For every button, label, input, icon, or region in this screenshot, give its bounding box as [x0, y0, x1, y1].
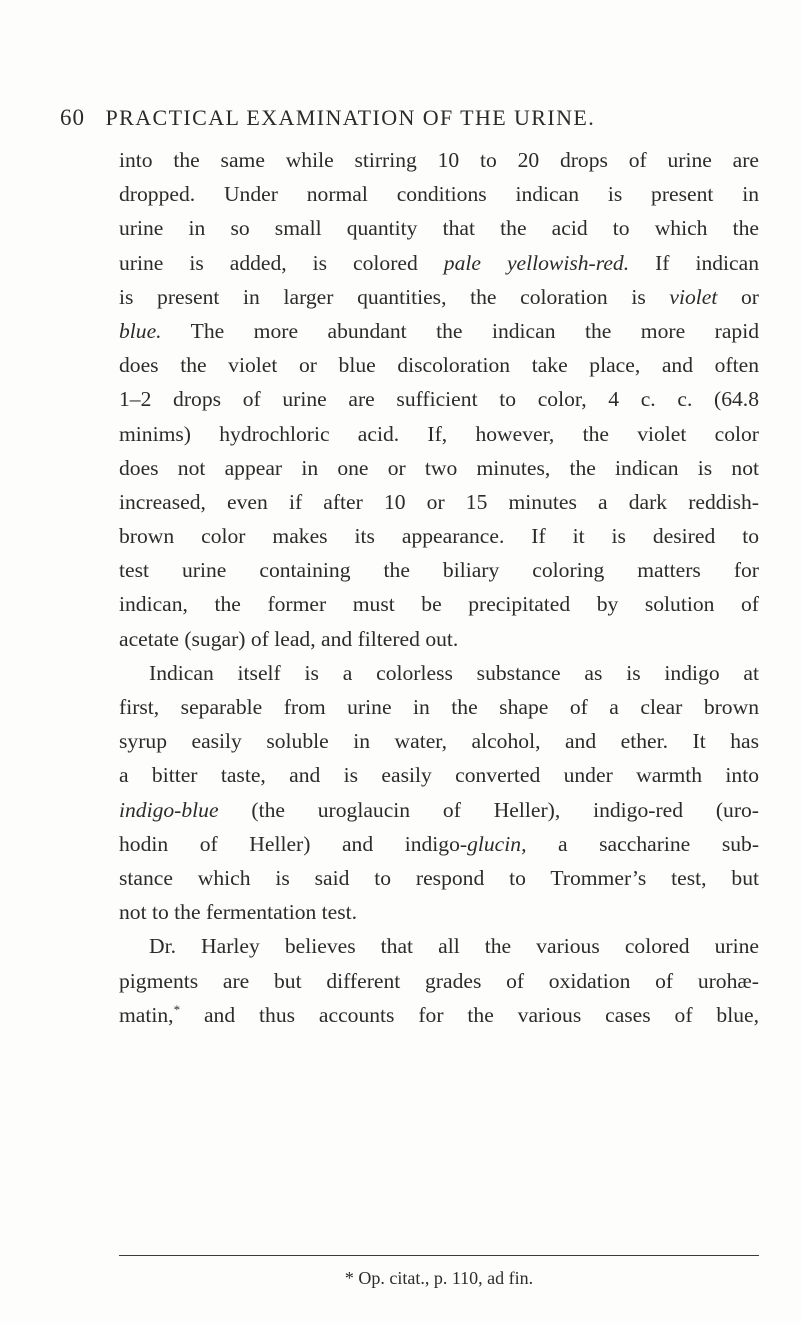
text-line: test urine containing the biliary coloring matters for: [119, 558, 759, 583]
text-run: matin,: [119, 1002, 174, 1027]
text-line: increased, even if after 10 or 15 minutes a dark reddish-: [119, 489, 759, 514]
text-run: urine is added, is colored: [119, 250, 444, 275]
text-line: minims) hydrochloric acid. If, however, the violet color: [119, 421, 759, 446]
italic-phrase: pale yellowish-red.: [443, 250, 630, 275]
text-line: into the same while stirring 10 to 20 drops of urine are: [119, 148, 759, 172]
paragraph-first-line: Indican itself is a colorless substance as is indigo at: [149, 660, 759, 685]
text-run: and thus accounts for the various cases of blue,: [180, 1002, 759, 1027]
text-line: indican, the former must be precipitated by solution of: [119, 592, 759, 617]
text-line: syrup easily soluble in water, alcohol, and ether. It has: [119, 729, 759, 754]
italic-word: blue.: [119, 318, 162, 343]
body-text: [119, 143, 759, 1032]
text-line: [119, 314, 759, 348]
footnote-divider: [119, 1255, 759, 1256]
text-line: acetate (sugar) of lead, and filtered out.: [119, 626, 459, 651]
running-head: [60, 103, 760, 133]
text-run: hodin of Heller) and indigo-: [119, 831, 468, 856]
text-run: is present in larger quantities, the coloration is: [119, 284, 670, 309]
text-line: pigments are but different grades of oxidation of urohæ-: [119, 968, 759, 993]
text-line: [119, 793, 759, 827]
footnote-marker: *: [173, 1001, 181, 1017]
text-run: The more abundant the indican the more rapid: [161, 318, 759, 343]
text-run: or: [717, 284, 759, 309]
text-line: brown color makes its appearance. If it is desired to: [119, 524, 759, 549]
text-line: a bitter taste, and is easily converted under warmth into: [119, 763, 759, 788]
text-run: a saccharine sub-: [526, 831, 760, 856]
text-line: 1–2 drops of urine are sufficient to color, 4 c. c. (64.8: [119, 387, 759, 412]
text-line: [119, 246, 759, 280]
text-line: stance which is said to respond to Trommer’s test, but: [119, 865, 759, 890]
text-line: does the violet or blue discoloration take place, and often: [119, 353, 759, 378]
text-run: (the uroglaucin of Heller), indigo-red (uro-: [218, 797, 759, 822]
text-line: [119, 827, 759, 861]
italic-word: indigo-blue: [119, 797, 219, 822]
text-line: [119, 998, 759, 1032]
text-line: not to the fermentation test.: [119, 900, 358, 925]
text-line: urine in so small quantity that the acid to which the: [119, 216, 759, 241]
page-number: 60: [60, 105, 85, 130]
paragraph-first-line: Dr. Harley believes that all the various colored urine: [149, 934, 759, 959]
italic-word: violet: [669, 284, 718, 309]
running-head-title: PRACTICAL EXAMINATION OF THE URINE.: [105, 105, 596, 130]
text-line: first, separable from urine in the shape of a clear brown: [119, 695, 759, 719]
text-run: If indican: [629, 250, 760, 275]
text-line: [119, 280, 759, 314]
text-line: dropped. Under normal conditions indican is present in: [119, 182, 759, 207]
text-line: does not appear in one or two minutes, the indican is not: [119, 455, 759, 480]
footnote: * Op. citat., p. 110, ad fin.: [344, 1268, 534, 1288]
italic-word: glucin,: [467, 831, 527, 856]
